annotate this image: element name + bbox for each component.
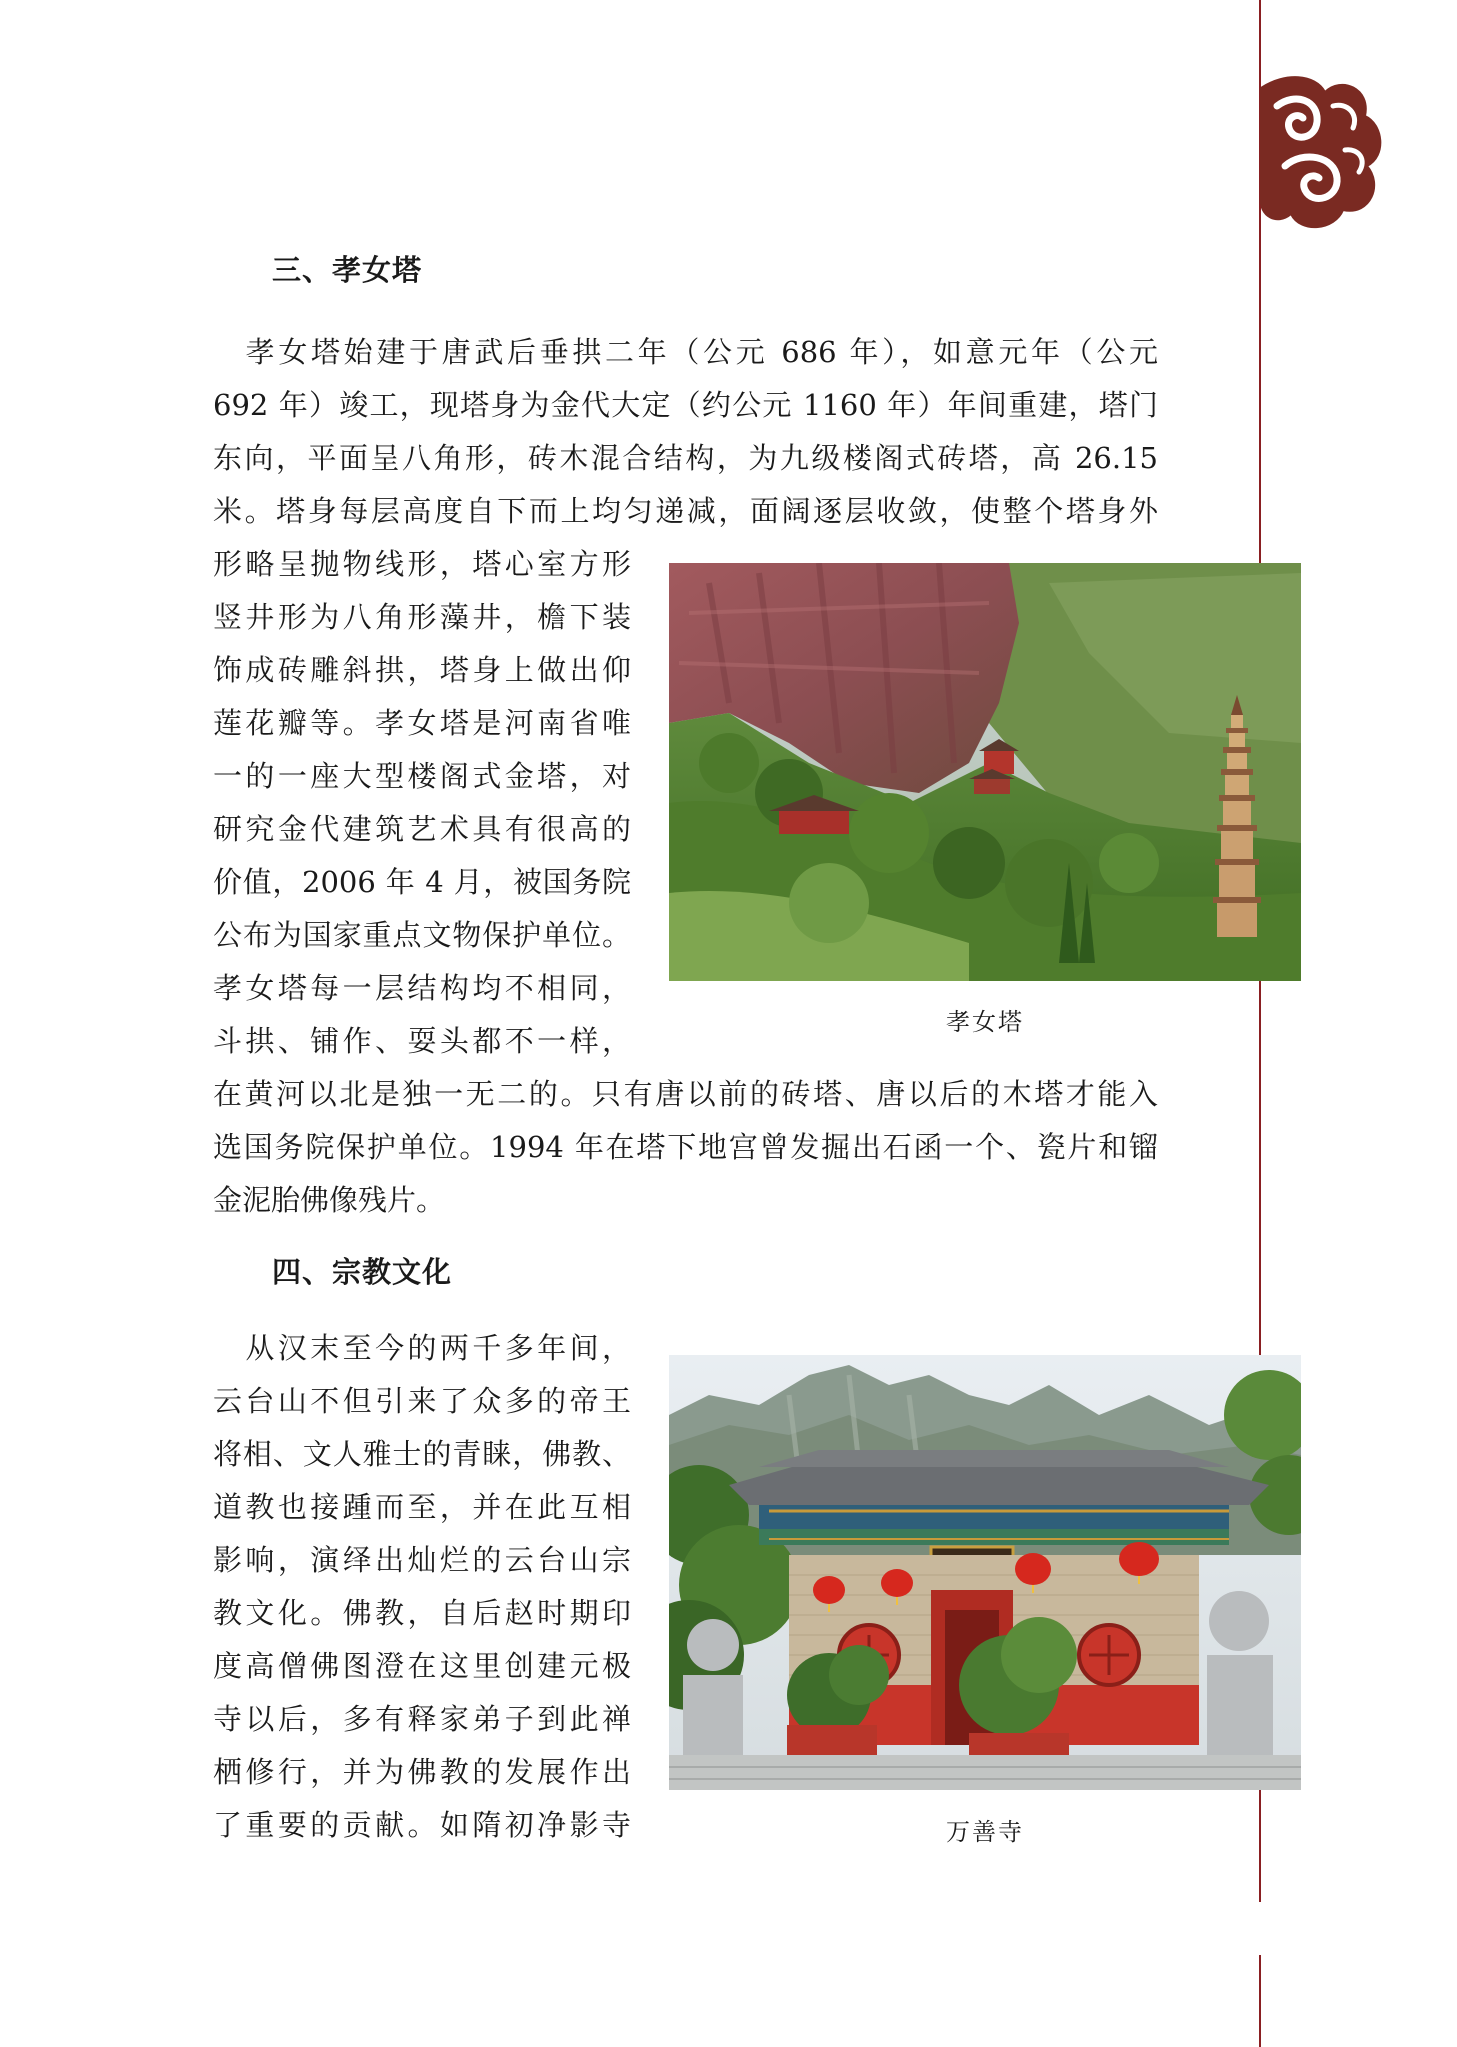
xiaonu-pagoda-photo [669, 563, 1301, 981]
paragraph-line: 教文化。佛教，自后赵时期印 [213, 1596, 631, 1630]
paragraph-line: 一的一座大型楼阁式金塔，对 [213, 759, 631, 793]
section-heading-xiaonu-pagoda: 三、孝女塔 [272, 253, 423, 287]
paragraph-line: 在黄河以北是独一无二的。只有唐以前的砖塔、唐以后的木塔才能入 [213, 1077, 1158, 1111]
paragraph-line: 莲花瓣等。孝女塔是河南省唯 [213, 706, 631, 740]
paragraph-line: 形略呈抛物线形，塔心室方形 [213, 547, 631, 581]
paragraph-line: 金泥胎佛像残片。 [213, 1183, 446, 1217]
paragraph-line: 研究金代建筑艺术具有很高的 [213, 812, 631, 846]
paragraph-line: 道教也接踵而至，并在此互相 [213, 1490, 631, 1524]
paragraph-line: 692 年）竣工，现塔身为金代大定（约公元 1160 年）年间重建，塔门 [213, 388, 1158, 422]
paragraph-line: 选国务院保护单位。1994 年在塔下地宫曾发掘出石函一个、瓷片和镏 [213, 1130, 1158, 1164]
paragraph-line: 栖修行，并为佛教的发展作出 [213, 1755, 631, 1789]
paragraph-line: 孝女塔始建于唐武后垂拱二年（公元 686 年），如意元年（公元 [213, 335, 1158, 369]
paragraph-line: 将相、文人雅士的青睐，佛教、 [213, 1437, 631, 1471]
photo-caption: 孝女塔 [946, 1008, 1024, 1036]
paragraph-line: 米。塔身每层高度自下而上均匀递减，面阔逐层收敛，使整个塔身外 [213, 494, 1158, 528]
paragraph-line: 了重要的贡献。如隋初净影寺 [213, 1808, 631, 1842]
section-heading-religious-culture: 四、宗教文化 [272, 1255, 453, 1289]
paragraph-line: 云台山不但引来了众多的帝王 [213, 1384, 631, 1418]
paragraph-line: 度高僧佛图澄在这里创建元极 [213, 1649, 631, 1683]
cloud-ornament-icon [1255, 66, 1385, 236]
wanshan-temple-photo [669, 1355, 1301, 1790]
paragraph-line: 孝女塔每一层结构均不相同， [213, 971, 631, 1005]
paragraph-line: 斗拱、铺作、耍头都不一样， [213, 1024, 631, 1058]
paragraph-line: 价值，2006 年 4 月，被国务院 [213, 865, 631, 899]
photo-caption: 万善寺 [946, 1818, 1024, 1846]
margin-rule-bottom [1259, 1955, 1261, 2047]
paragraph-line: 从汉末至今的两千多年间， [213, 1331, 631, 1365]
paragraph-line: 影响，演绎出灿烂的云台山宗 [213, 1543, 631, 1577]
paragraph-line: 竖井形为八角形藻井，檐下装 [213, 600, 631, 634]
paragraph-line: 公布为国家重点文物保护单位。 [213, 918, 631, 952]
paragraph-line: 饰成砖雕斜拱，塔身上做出仰 [213, 653, 631, 687]
paragraph-line: 寺以后，多有释家弟子到此禅 [213, 1702, 631, 1736]
paragraph-line: 东向，平面呈八角形，砖木混合结构，为九级楼阁式砖塔，高 26.15 [213, 441, 1158, 475]
